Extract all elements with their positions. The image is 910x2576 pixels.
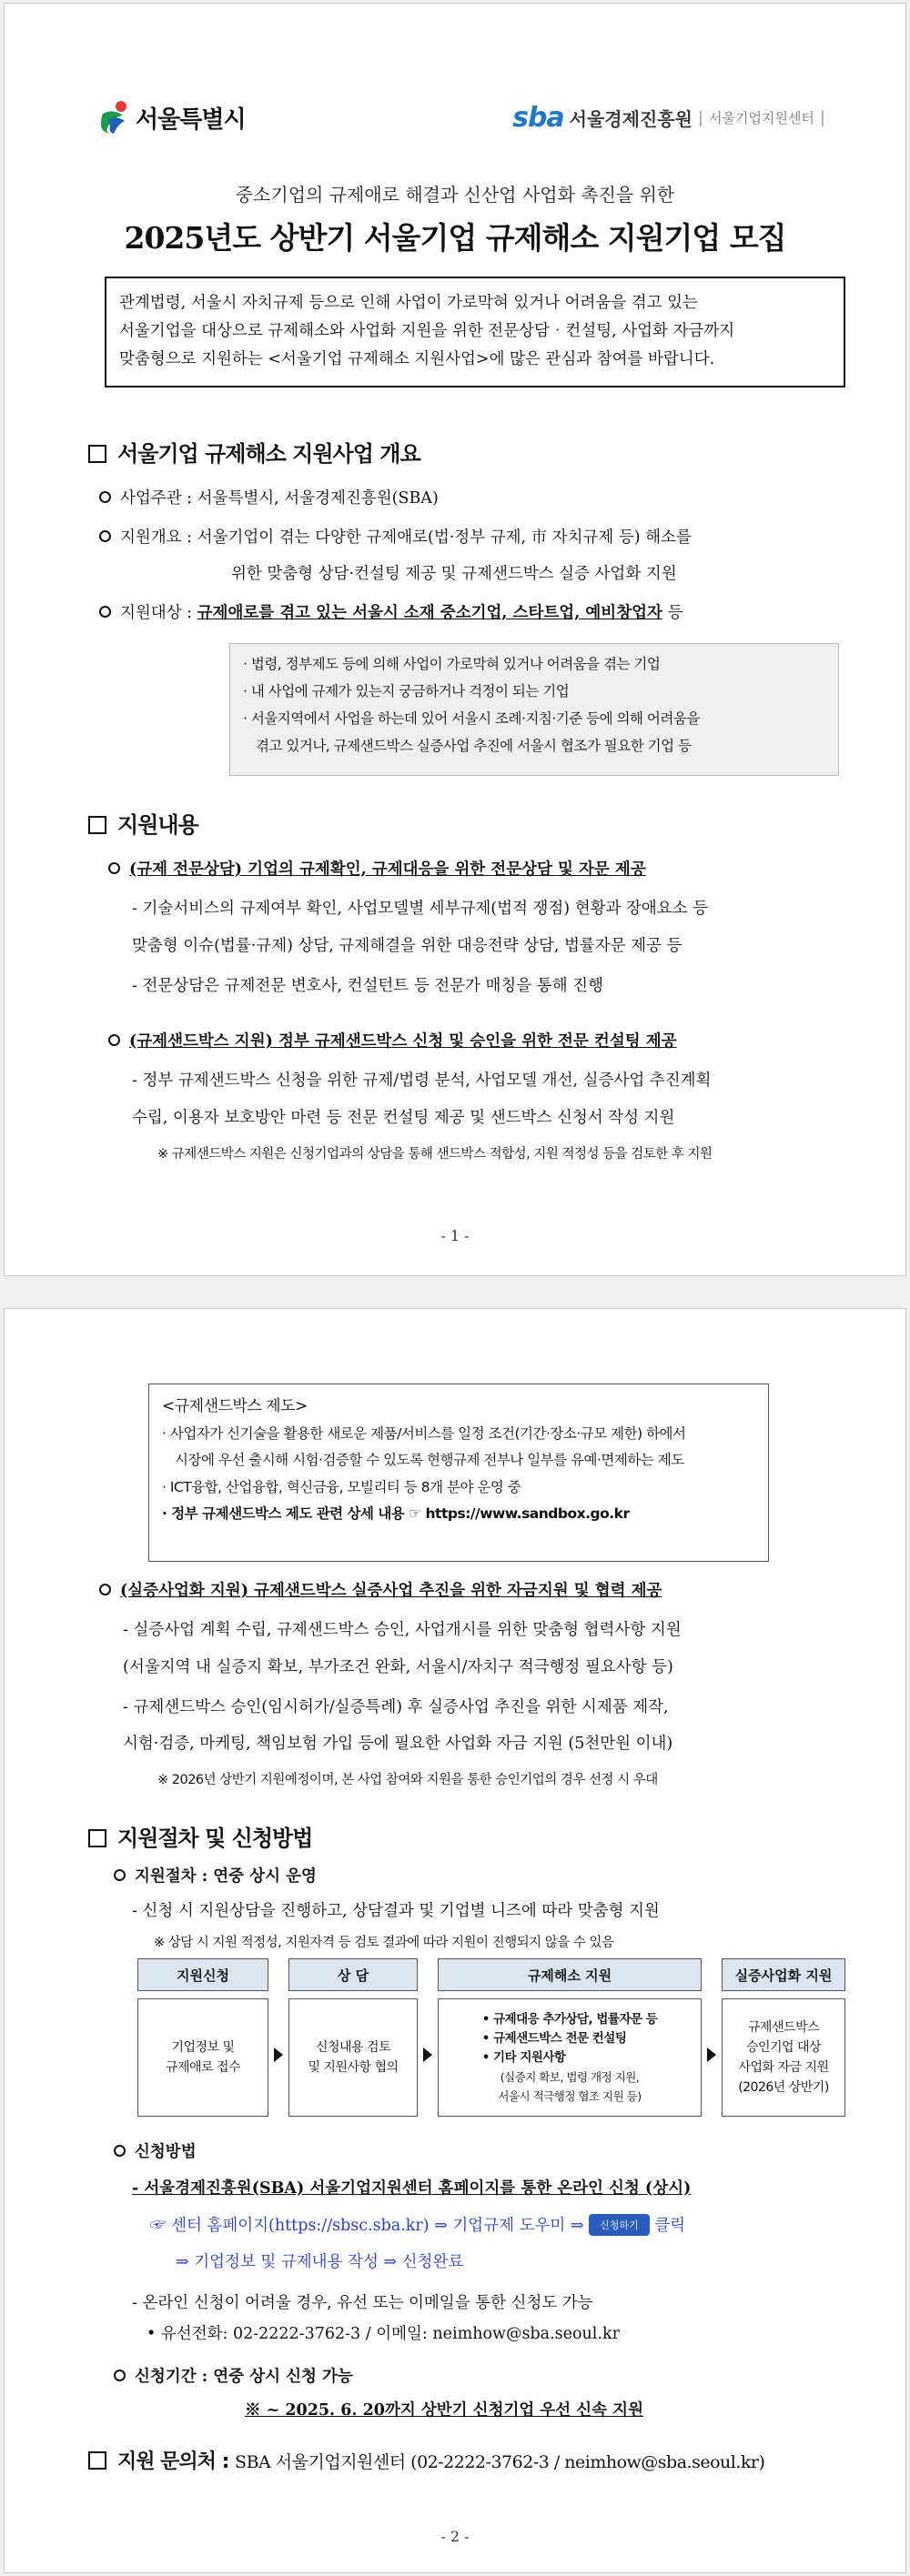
sba-logo-sub: 서울기업지원센터 bbox=[709, 110, 814, 126]
apply-title-text: 신청방법 bbox=[135, 2143, 197, 2161]
support-item-sandbox-line: 수립, 이용자 보호방안 마련 등 전문 컨설팅 제공 및 샌드박스 신청서 작성 지원 bbox=[132, 1109, 675, 1127]
seoul-logo-icon bbox=[99, 99, 130, 136]
overview-summary bbox=[99, 525, 692, 548]
apply-contact: • 유선전화: 02-2222-3762-3 / 이메일: neimhow@sba.seoul.kr bbox=[147, 2325, 620, 2343]
flow-step-body bbox=[438, 1998, 702, 2117]
intro-box bbox=[105, 277, 845, 387]
procedure-title-text: 지원절차 : 연중 상시 운영 bbox=[135, 1867, 317, 1886]
period-title-text: 신청기간 : 연중 상시 신청 가능 bbox=[135, 2368, 353, 2386]
flow-step-head: 규제해소 지원 bbox=[438, 1958, 702, 1991]
flow-step-text: 승인기업 대상 bbox=[745, 2040, 822, 2055]
target-detail-line: · 내 사업에 규제가 있는지 궁금하거나 걱정이 되는 기업 bbox=[243, 683, 570, 699]
arrow-right-icon bbox=[423, 2048, 432, 2062]
apply-button[interactable]: 신청하기 bbox=[589, 2214, 650, 2236]
period-title bbox=[114, 2364, 353, 2387]
support-item-commercialization-line: - 실증사업 계획 수립, 규제샌드박스 승인, 사업개시를 위한 맞춤형 협력사항 지원 bbox=[123, 1621, 682, 1639]
page-1 bbox=[4, 3, 906, 1276]
sandbox-info-title: <규제샌드박스 제도> bbox=[162, 1397, 308, 1415]
checkbox-square-icon bbox=[88, 1829, 106, 1847]
flow-step-resolve bbox=[438, 1958, 702, 2117]
sba-logo-name: 서울경제진흥원 bbox=[569, 108, 693, 130]
section-heading-text: 서울기업 규제해소 지원사업 개요 bbox=[117, 441, 420, 467]
seoul-logo-text: 서울특별시 bbox=[136, 106, 246, 134]
support-item-commercialization-line: 시험·검증, 마케팅, 책임보험 가입 등에 필요한 사업화 자금 지원 (5천만원 이내) bbox=[123, 1735, 673, 1753]
flow-step-text: 규제애로 접수 bbox=[165, 2060, 241, 2075]
overview-target-label: 지원대상 : bbox=[120, 604, 197, 622]
circle-bullet-icon bbox=[99, 606, 111, 618]
section-heading-support bbox=[88, 807, 198, 839]
apply-step-1-text[interactable]: ☞ 센터 홈페이지(https://sbsc.sba.kr) ⇒ 기업규제 도우미 ⇒ bbox=[150, 2217, 584, 2235]
flow-step-text: 신청내용 검토 bbox=[315, 2040, 391, 2055]
overview-summary-text: 지원개요 : 서울기업이 겪는 다양한 규제애로(법·정부 규제, 市 자치규제 등) 해소를 bbox=[120, 528, 692, 547]
overview-host-text: 사업주관 : 서울특별시, 서울경제진흥원(SBA) bbox=[120, 489, 439, 508]
page-subtitle: 중소기업의 규제애로 해결과 신산업 사업화 촉진을 위한 bbox=[235, 184, 675, 206]
section-heading-text: 지원절차 및 신청방법 bbox=[117, 1826, 313, 1851]
intro-line: 관계법령, 서울시 자치규제 등으로 인해 사업이 가로막혀 있거나 어려움을 겪고 있는 bbox=[119, 294, 698, 312]
period-note: ※ ~ 2025. 6. 20까지 상반기 신청기업 우선 신속 지원 bbox=[245, 2401, 643, 2420]
checkbox-square-icon bbox=[88, 2451, 106, 2470]
target-detail-box bbox=[229, 643, 839, 776]
flow-step-body bbox=[137, 1998, 268, 2117]
procedure-flow bbox=[137, 1958, 845, 2117]
apply-alt: - 온라인 신청이 어려울 경우, 유선 또는 이메일을 통한 신청도 가능 bbox=[132, 2294, 593, 2312]
arrow-right-icon bbox=[707, 2048, 716, 2062]
section-heading-text: 지원내용 bbox=[117, 812, 198, 838]
support-item-commercialization-title: (실증사업화 지원) 규제샌드박스 실증사업 추진을 위한 자금지원 및 협력 제공 bbox=[120, 1582, 662, 1600]
support-item-sandbox-line: - 정부 규제샌드박스 신청을 위한 규제/법령 분석, 사업모델 개선, 실증사업 추진계획 bbox=[132, 1072, 712, 1090]
flow-step-consult bbox=[288, 1958, 418, 2117]
section-heading-procedure bbox=[88, 1820, 312, 1852]
apply-main: - 서울경제진흥원(SBA) 서울기업지원센터 홈페이지를 통한 온라인 신청 (상시) bbox=[132, 2179, 692, 2198]
contact-section bbox=[88, 2446, 764, 2474]
flow-step-text: • 기타 지원사항 bbox=[481, 2049, 566, 2065]
support-item-sandbox-title: (규제샌드박스 지원) 정부 규제샌드박스 신청 및 승인을 위한 전문 컨설팅 제공 bbox=[129, 1032, 677, 1051]
circle-bullet-icon bbox=[114, 2370, 126, 2381]
flow-step-text: • 규제대응 추가상담, 법률자문 등 bbox=[481, 2011, 658, 2027]
page-title: 2025년도 상반기 서울기업 규제해소 지원기업 모집 bbox=[124, 220, 786, 256]
sandbox-info-link[interactable]: · 정부 규제샌드박스 제도 관련 상세 내용 ☞ https://www.sandbox.go.kr bbox=[162, 1505, 630, 1522]
arrow-right-icon bbox=[274, 2048, 283, 2062]
page-2 bbox=[4, 1308, 906, 2573]
support-item-consulting-line: 맞춤형 이슈(법률·규제) 상담, 규제해결을 위한 대응전략 상담, 법률자문 제공 등 bbox=[132, 937, 682, 955]
flow-step-body bbox=[722, 1998, 845, 2117]
flow-step-head: 상 담 bbox=[288, 1958, 418, 1991]
overview-target bbox=[99, 600, 682, 623]
checkbox-square-icon bbox=[88, 816, 106, 834]
flow-step-head: 지원신청 bbox=[137, 1958, 268, 1991]
flow-step-commercialize bbox=[722, 1958, 845, 2117]
sba-logo-mark: sba bbox=[512, 102, 564, 134]
section-heading-overview bbox=[88, 436, 420, 468]
checkbox-square-icon bbox=[88, 445, 106, 463]
flow-step-text: 기업정보 및 bbox=[171, 2040, 235, 2055]
intro-line: 맞춤형으로 지원하는 <서울기업 규제해소 지원사업>에 많은 관심과 참여를 바랍니다. bbox=[119, 350, 715, 368]
sandbox-info-line: · ICT융합, 산업융합, 혁신금융, 모빌리티 등 8개 분야 운영 중 bbox=[162, 1478, 521, 1495]
flow-step-apply bbox=[137, 1958, 268, 2117]
support-item-consulting bbox=[108, 857, 646, 880]
sandbox-info-line: · 사업자가 신기술을 활용한 새로운 제품/서비스를 일정 조건(기간·장소·규모 제한) 하에서 bbox=[162, 1424, 686, 1442]
sba-logo bbox=[512, 102, 825, 134]
circle-bullet-icon bbox=[114, 2145, 126, 2157]
apply-title bbox=[114, 2139, 197, 2162]
support-item-consulting-title: (규제 전문상담) 기업의 규제확인, 규제대응을 위한 전문상담 및 자문 제공 bbox=[129, 860, 646, 879]
overview-summary-cont: 위한 맞춤형 상담·컨설팅 제공 및 규제샌드박스 실증 사업화 지원 bbox=[231, 565, 677, 583]
flow-step-text: 규제샌드박스 bbox=[747, 2020, 820, 2035]
support-item-commercialization-line: (서울지역 내 실증지 확보, 부가조건 완화, 서울시/자치구 적극행정 필요사항 등) bbox=[123, 1658, 673, 1676]
overview-target-suffix: 등 bbox=[662, 604, 683, 622]
circle-bullet-icon bbox=[99, 1584, 111, 1595]
circle-bullet-icon bbox=[108, 1034, 120, 1046]
flow-step-text: 서울시 적극행정 협조 지원 등) bbox=[498, 2088, 642, 2103]
apply-step-2: ⇒ 기업정보 및 규제내용 작성 ⇒ 신청완료 bbox=[176, 2253, 464, 2271]
support-item-commercialization-note: ※ 2026년 상반기 지원예정이며, 본 사업 참여와 지원을 통한 승인기업의 경우 선정 시 우대 bbox=[157, 1773, 658, 1787]
target-detail-line: · 법령, 정부제도 등에 의해 사업이 가로막혀 있거나 어려움을 겪는 기업 bbox=[243, 656, 661, 672]
circle-bullet-icon bbox=[108, 862, 120, 874]
apply-step-1 bbox=[150, 2213, 685, 2236]
circle-bullet-icon bbox=[99, 530, 111, 542]
seoul-logo bbox=[99, 99, 246, 136]
target-detail-line: 겪고 있거나, 규제샌드박스 실증사업 추진에 서울시 협조가 필요한 기업 등 bbox=[256, 738, 692, 754]
page-number: - 2 - bbox=[440, 2528, 470, 2545]
contact-label: 지원 문의처 : bbox=[117, 2450, 236, 2473]
sba-logo-separator: | bbox=[697, 108, 703, 127]
overview-host bbox=[99, 486, 439, 508]
procedure-line: - 신청 시 지원상담을 진행하고, 상담결과 및 기업별 니즈에 따라 맞춤형 지원 bbox=[132, 1902, 660, 1920]
intro-line: 서울기업을 대상으로 규제해소와 사업화 지원을 위한 전문상담‧컨설팅, 사업화 자금까지 bbox=[119, 322, 735, 340]
support-item-consulting-line: - 기술서비스의 규제여부 확인, 사업모델별 세부규제(법적 쟁점) 현황과 장애요소 등 bbox=[132, 900, 709, 918]
target-detail-line: · 서울지역에서 사업을 하는데 있어 서울시 조례·지침·기준 등에 의해 어려움을 bbox=[243, 710, 700, 727]
page-number: - 1 - bbox=[440, 1227, 470, 1244]
support-item-commercialization bbox=[99, 1578, 662, 1601]
sandbox-info-box bbox=[148, 1384, 769, 1562]
circle-bullet-icon bbox=[99, 491, 111, 503]
apply-step-1-end: 클릭 bbox=[654, 2217, 685, 2235]
support-item-sandbox-note: ※ 규제샌드박스 지원은 신청기업과의 상담을 통해 샌드박스 적합성, 지원 적정성 등을 검토한 후 지원 bbox=[157, 1147, 713, 1162]
procedure-title bbox=[114, 1864, 317, 1887]
sandbox-info-line: 시장에 우선 출시해 시험·검증할 수 있도록 현행규제 전부나 일부를 유예·면제하는 제도 bbox=[175, 1452, 684, 1468]
flow-step-text: (실증지 확보, 법령 개정 지원, bbox=[500, 2069, 640, 2084]
support-item-consulting-line: - 전문상담은 규제전문 변호사, 컨설턴트 등 전문가 매칭을 통해 진행 bbox=[132, 977, 603, 995]
flow-step-body bbox=[288, 1998, 418, 2117]
overview-target-value: 규제애로를 겪고 있는 서울시 소재 중소기업, 스타트업, 예비창업자 bbox=[197, 604, 662, 622]
support-item-sandbox bbox=[108, 1029, 677, 1052]
support-item-commercialization-line: - 규제샌드박스 승인(임시허가/실증특례) 후 실증사업 추진을 위한 시제품 제작, bbox=[123, 1698, 669, 1716]
flow-step-text: 사업화 자금 지원 bbox=[738, 2060, 829, 2075]
circle-bullet-icon bbox=[114, 1869, 126, 1881]
flow-step-text: • 규제샌드박스 전문 컨설팅 bbox=[481, 2030, 627, 2046]
procedure-note: ※ 상담 시 지원 적정성, 지원자격 등 검토 결과에 따라 지원이 진행되지 않을 수 있음 bbox=[154, 1936, 614, 1950]
sba-logo-separator-end: | bbox=[819, 108, 825, 127]
flow-step-head: 실증사업화 지원 bbox=[722, 1958, 845, 1991]
contact-value: SBA 서울기업지원센터 (02-2222-3762-3 / neimhow@sba.seoul.kr) bbox=[235, 2452, 765, 2472]
flow-step-text: 및 지원사항 협의 bbox=[308, 2060, 399, 2075]
flow-step-text: (2026년 상반기) bbox=[738, 2080, 829, 2095]
